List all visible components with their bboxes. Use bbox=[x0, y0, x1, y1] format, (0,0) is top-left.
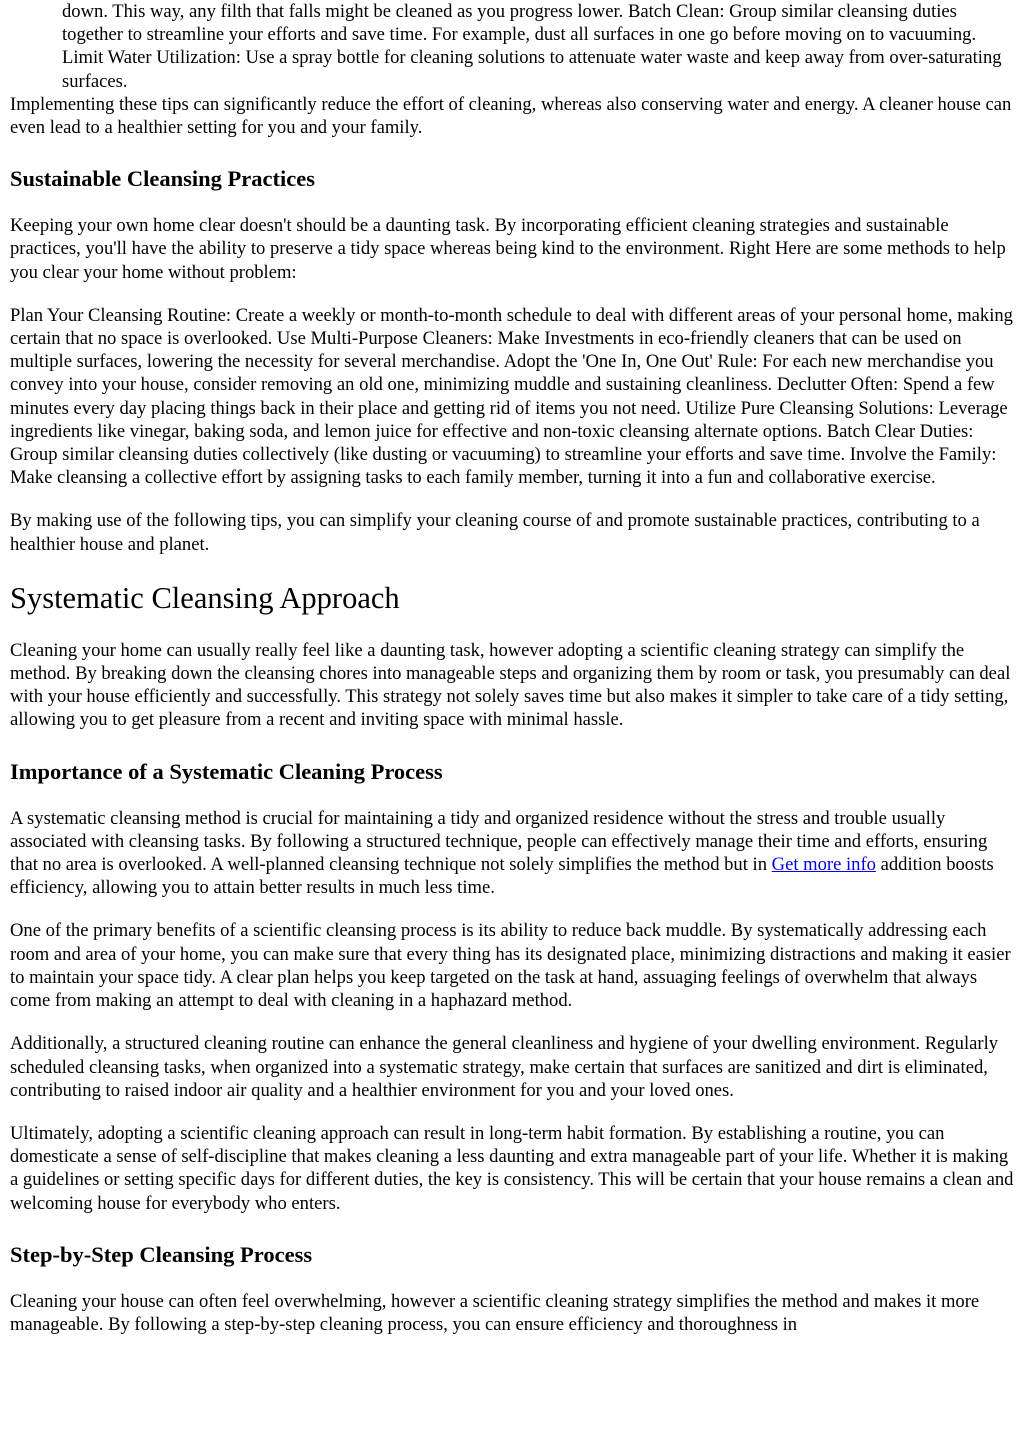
paragraph-keeping: Keeping your own home clear doesn't should be a daunting task. By incorporating efficient cleaning strategies and sustainable practices, you'll have the ability to preserve a tidy space whereas being kind to the environment. Right Here are some methods to help you clear your home without problem: bbox=[10, 215, 1006, 283]
paragraph-systematic-method bbox=[10, 807, 1014, 900]
paragraph-plan-routine: Plan Your Cleansing Routine: Create a weekly or month-to-month schedule to deal with different areas of your personal home, making certain that no space is overlooked. Use Multi-Purpose Cleaners: Make Investments in eco-friendly cleaners that can be used on multiple surfaces, lowering the necessity for several merchandise. Adopt the 'One In, One Out' Rule: For each new merchandise you convey into your house, consider removing an old one, minimizing muddle and sustaining cleanliness. Declutter Often: Spend a few minutes every day placing things back in their place and getting rid of items you not need. Utilize Pure Cleansing Solutions: Leverage ingredients like vinegar, baking soda, and lemon juice for effective and non-toxic cleansing alternate options. Batch Clear Duties: Group similar cleansing duties collectively (like dusting or vacuuming) to streamline your efforts and save time. Involve the Family: Make cleansing a collective effort by assigning tasks to each family member, turning it into a fun and collaborative exercise. bbox=[10, 304, 1013, 489]
heading-systematic-approach: Systematic Cleansing Approach bbox=[10, 580, 400, 615]
paragraph-ultimately: Ultimately, adopting a scientific cleaning approach can result in long-term habit formation. By establishing a routine, you can domesticate a sense of self-discipline that makes cleaning a less daunting and extra manageable part of your life. Whether it is making a guidelines or setting specific days for different duties, the key is consistency. This will be certain that your house remains a clean and welcoming house for everybody who enters. bbox=[10, 1122, 1014, 1214]
paragraph-text-after-link: addition boosts efficiency, allowing you to attain better results in much less time. bbox=[10, 854, 994, 899]
paragraph-text-before-link: A systematic cleansing method is crucial for maintaining a tidy and organized residence without the stress and trouble usually associated with cleansing tasks. By following a structured technique, people can effectively manage their time and efforts, ensuring that no area is overlooked. A well-planned cleansing technique not solely simplifies the method but in bbox=[10, 807, 988, 876]
paragraph-additionally: Additionally, a structured cleaning routine can enhance the general cleanliness and hygiene of your dwelling environment. Regularly scheduled cleansing tasks, when organized into a systematic strategy, make certain that surfaces are sanitized and dirt is eliminated, contributing to raised indoor air quality and a healthier environment for you and your loved ones. bbox=[10, 1033, 999, 1101]
paragraph-cleaning-intro: Cleaning your home can usually really feel like a daunting task, however adopting a scientific cleaning strategy can simplify the method. By breaking down the cleansing chores into manageable steps and organizing them by room or task, you presumably can deal with your house efficiently and successfully. This strategy not solely saves time but also makes it simpler to take care of a tidy setting, allowing you to get pleasure from a recent and inviting space with minimal hassle. bbox=[10, 639, 1011, 731]
paragraph-primary-benefits: One of the primary benefits of a scientific cleansing process is its ability to reduce back muddle. By systematically addressing each room and area of your home, you can make sure that every thing has its designated place, minimizing distractions and making it easier to maintain your space tidy. A clear plan helps you keep targeted on the task at hand, assuaging feelings of overwhelm that always come from making an attempt to deal with cleaning in a haphazard method. bbox=[10, 920, 1011, 1012]
get-more-info-link[interactable]: Get more info bbox=[771, 854, 876, 876]
list-continuation-paragraph: down. This way, any filth that falls might be cleaned as you progress lower. Batch Clean: Group similar cleansing duties together to streamline your efforts and save time. For example, dust all surfaces in one go before moving on to vacuuming. Limit Water Utilization: Use a spray bottle for cleaning solutions to attenuate water waste and keep away from over-saturating surfaces. bbox=[62, 1, 1002, 92]
paragraph-step-intro: Cleaning your house can often feel overwhelming, however a scientific cleaning strategy simplifies the method and makes it more manageable. By following a step-by-step cleaning process, you can ensure efficiency and thoroughness in bbox=[10, 1290, 980, 1335]
paragraph-implementing: Implementing these tips can significantly reduce the effort of cleaning, whereas also conserving water and energy. A cleaner house can even lead to a healthier setting for you and your family. bbox=[10, 93, 1012, 139]
heading-importance: Importance of a Systematic Cleaning Process bbox=[10, 758, 443, 784]
heading-sustainable-practices: Sustainable Cleansing Practices bbox=[10, 166, 316, 192]
paragraph-by-making: By making use of the following tips, you can simplify your cleaning course of and promote sustainable practices, contributing to a healthier house and planet. bbox=[10, 510, 980, 555]
heading-step-by-step: Step-by-Step Cleansing Process bbox=[10, 1241, 313, 1267]
